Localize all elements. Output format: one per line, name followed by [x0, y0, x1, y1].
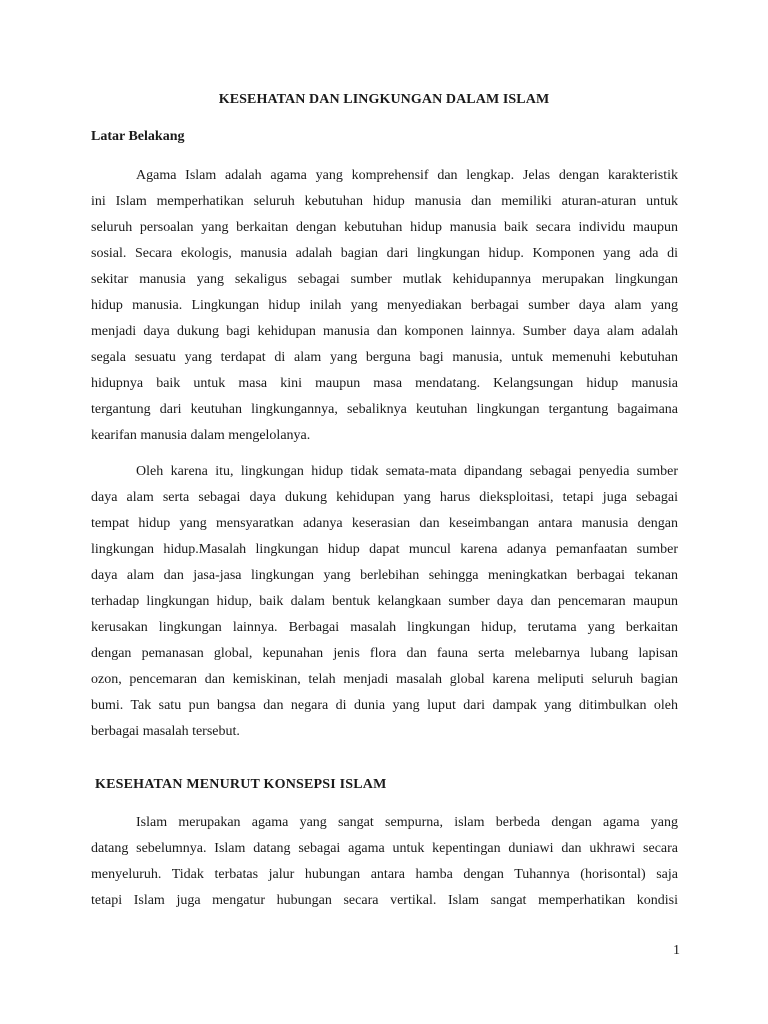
page-number: 1 [673, 943, 680, 958]
section-heading-kesehatan: KESEHATAN MENURUT KONSEPSI ISLAM [95, 777, 387, 792]
paragraph-line: sosial. Secara ekologis, manusia adalah bagian dari lingkungan hidup. Komponen yang ada di [91, 246, 678, 261]
paragraph-line: ini Islam memperhatikan seluruh kebutuhan hidup manusia dan memiliki aturan-aturan untuk [91, 194, 678, 209]
paragraph-line: menyeluruh. Tidak terbatas jalur hubungan antara hamba dengan Tuhannya (horisontal) saja [91, 867, 678, 882]
paragraph-line: tetapi Islam juga mengatur hubungan secara vertikal. Islam sangat memperhatikan kondisi [91, 893, 678, 908]
paragraph-line: berbagai masalah tersebut. [91, 724, 240, 739]
paragraph-line: bumi. Tak satu pun bangsa dan negara di dunia yang luput dari dampak yang ditimbulkan oleh [91, 698, 678, 713]
section-heading-latar-belakang: Latar Belakang [91, 129, 185, 144]
paragraph-line: hidupnya baik untuk masa kini maupun masa mendatang. Kelangsungan hidup manusia [91, 376, 678, 391]
paragraph-line: segala sesuatu yang terdapat di alam yang berguna bagi manusia, untuk memenuhi kebutuhan [91, 350, 678, 365]
paragraph-line: daya alam dan jasa-jasa lingkungan yang berlebihan sehingga meningkatkan berbagai tekanan [91, 568, 678, 583]
paragraph-line: daya alam serta sebagai daya dukung kehidupan yang harus dieksploitasi, tetapi juga sebagai [91, 490, 678, 505]
paragraph-line: hidup manusia. Lingkungan hidup inilah yang menyediakan berbagai sumber daya alam yang [91, 298, 678, 313]
paragraph-line: datang sebelumnya. Islam datang sebagai agama untuk kepentingan duniawi dan ukhrawi secara [91, 841, 678, 856]
paragraph-line: ozon, pencemaran dan kemiskinan, telah menjadi masalah global karena meliputi seluruh bagian [91, 672, 678, 687]
paragraph-line: Agama Islam adalah agama yang komprehensif dan lengkap. Jelas dengan karakteristik [136, 168, 678, 183]
paragraph-line: seluruh persoalan yang berkaitan dengan kebutuhan hidup manusia baik secara individu maupun [91, 220, 678, 235]
paragraph-line: sekitar manusia yang sekaligus sebagai sumber mutlak kehidupannya merupakan lingkungan [91, 272, 678, 287]
paragraph-line: tempat hidup yang mensyaratkan adanya keserasian dan keseimbangan antara manusia dengan [91, 516, 678, 531]
paragraph-line: terhadap lingkungan hidup, baik dalam bentuk kelangkaan sumber daya dan pencemaran maupun [91, 594, 678, 609]
paragraph-line: Oleh karena itu, lingkungan hidup tidak semata-mata dipandang sebagai penyedia sumber [136, 464, 678, 479]
document-title: KESEHATAN DAN LINGKUNGAN DALAM ISLAM [218, 92, 550, 107]
paragraph-line: lingkungan hidup.Masalah lingkungan hidup dapat muncul karena adanya pemanfaatan sumber [91, 542, 678, 557]
paragraph-line: dengan pemanasan global, kepunahan jenis flora dan fauna serta melebarnya lubang lapisan [91, 646, 678, 661]
paragraph-line: kearifan manusia dalam mengelolanya. [91, 428, 311, 443]
paragraph-line: Islam merupakan agama yang sangat sempurna, islam berbeda dengan agama yang [136, 815, 678, 830]
paragraph-line: menjadi daya dukung bagi kehidupan manusia dan komponen lainnya. Sumber daya alam adalah [91, 324, 678, 339]
paragraph-line: tergantung dari keutuhan lingkungannya, sebaliknya keutuhan lingkungan tergantung bagaimana [91, 402, 678, 417]
paragraph-line: kerusakan lingkungan lainnya. Berbagai masalah lingkungan hidup, terutama yang berkaitan [91, 620, 678, 635]
